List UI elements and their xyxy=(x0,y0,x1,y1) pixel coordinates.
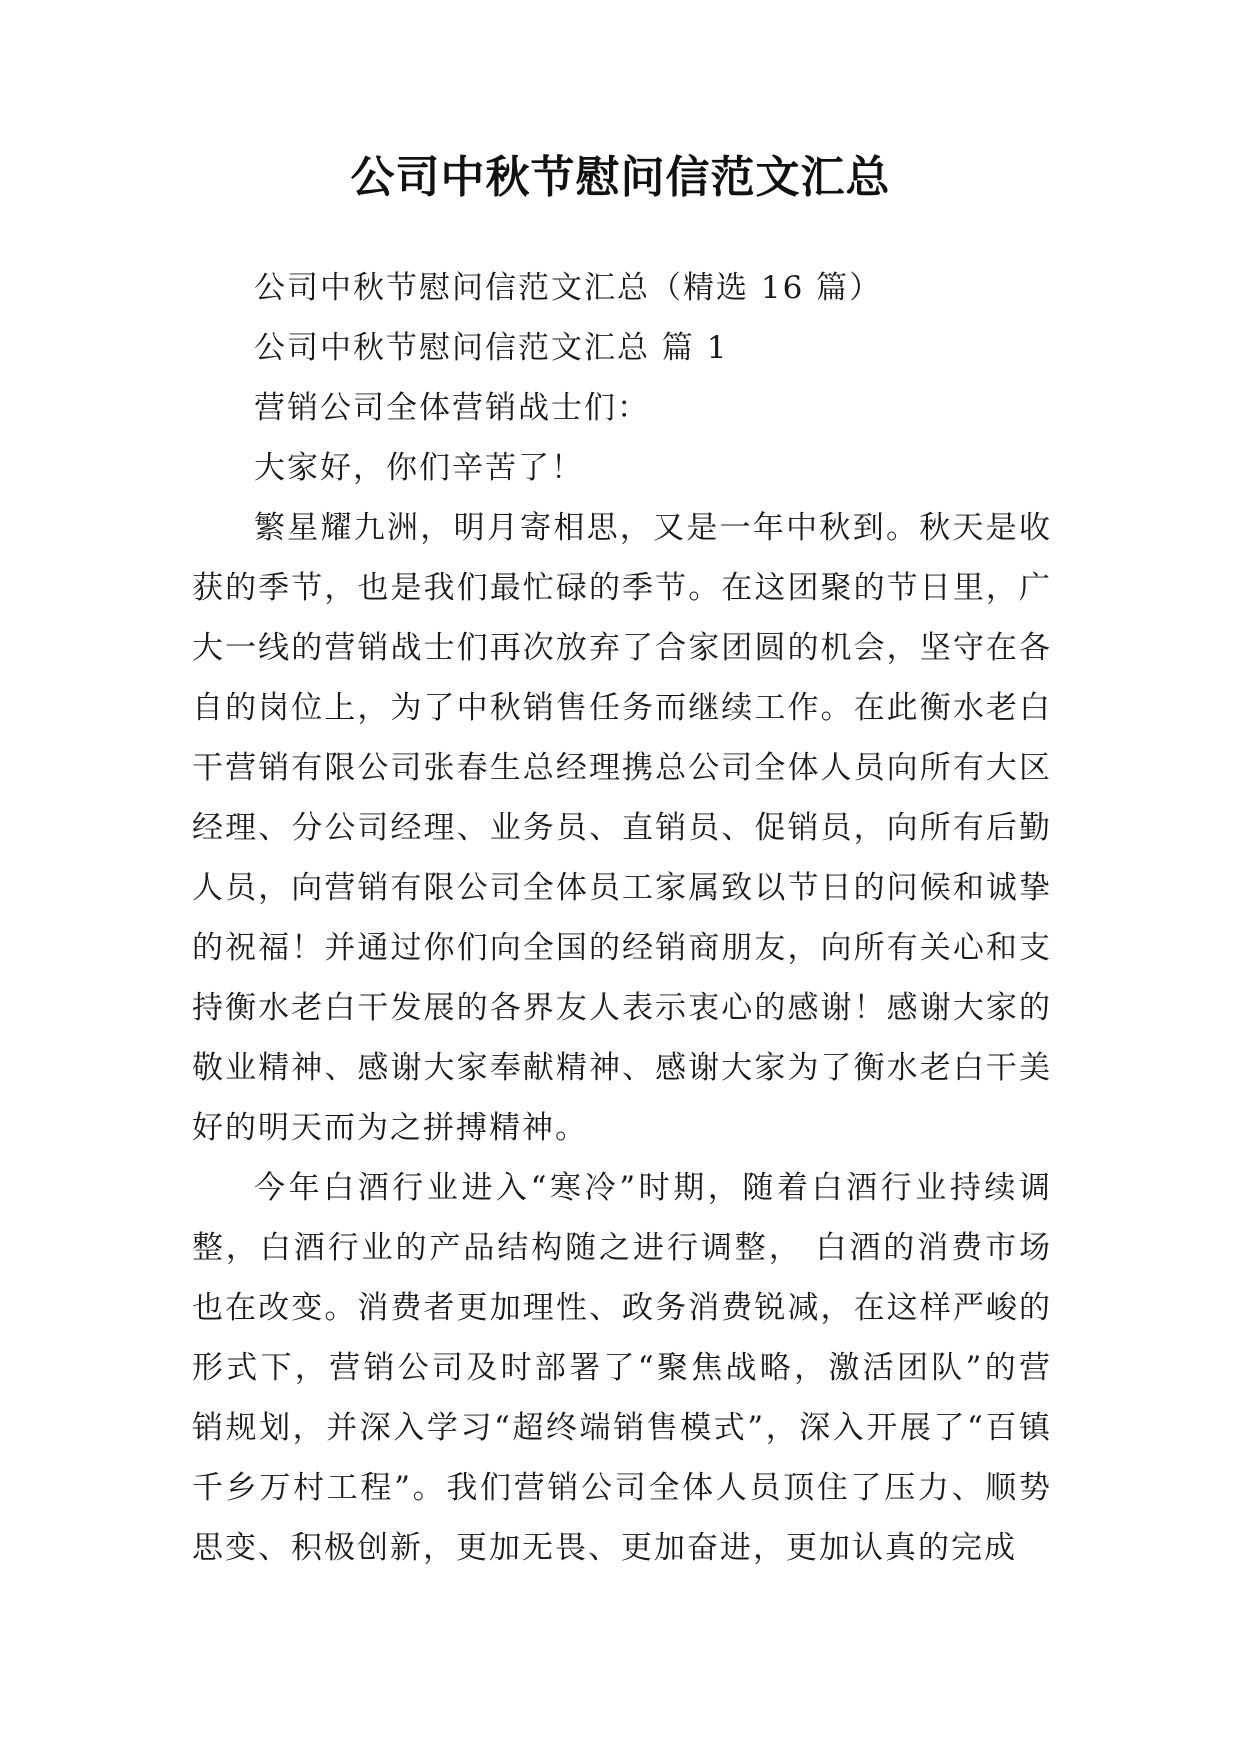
body-paragraph: 今年白酒行业进入“寒冷”时期，随着白酒行业持续调整，白酒行业的产品结构随之进行调整， 白酒的消费市场也在改变。消费者更加理性、政务消费锐减，在这样严峻的形式下，营销公司及时部署了“聚焦战略，激活团队”的营销规划，并深入学习“超终端销售模式”，深入开展了“百镇千乡万村工程”。我们营销公司全体人员顶住了压力、顺势思变、积极创新，更加无畏、更加奋进，更加认真的完成 xyxy=(192,1170,1052,1566)
body-paragraph: 繁星耀九洲，明月寄相思，又是一年中秋到。秋天是收获的季节，也是我们最忙碌的季节。在这团聚的节日里，广大一线的营销战士们再次放弃了合家团圆的机会，坚守在各自的岗位上，为了中秋销售任务而继续工作。在此衡水老白干营销有限公司张春生总经理携总公司全体人员向所有大区经理、分公司经理、业务员、直销员、促销员，向所有后勤人员，向营销有限公司全体员工家属致以节日的问候和诚挚的祝福！并通过你们向全国的经销商朋友，向所有关心和支持衡水老白干发展的各界友人表示衷心的感谢！感谢大家的敬业精神、感谢大家奉献精神、感谢大家为了衡水老白干美好的明天而为之拼搏精神。 xyxy=(192,510,1052,1146)
salutation-paragraph: 营销公司全体营销战士们： xyxy=(254,390,650,426)
section-heading: 公司中秋节慰问信范文汇总 篇 1 xyxy=(254,330,729,366)
subtitle-paragraph: 公司中秋节慰问信范文汇总（精选 16 篇） xyxy=(254,270,883,306)
page-title: 公司中秋节慰问信范文汇总 xyxy=(350,152,891,203)
document-body xyxy=(192,258,1052,1578)
greeting-paragraph: 大家好，你们辛苦了！ xyxy=(254,450,584,486)
